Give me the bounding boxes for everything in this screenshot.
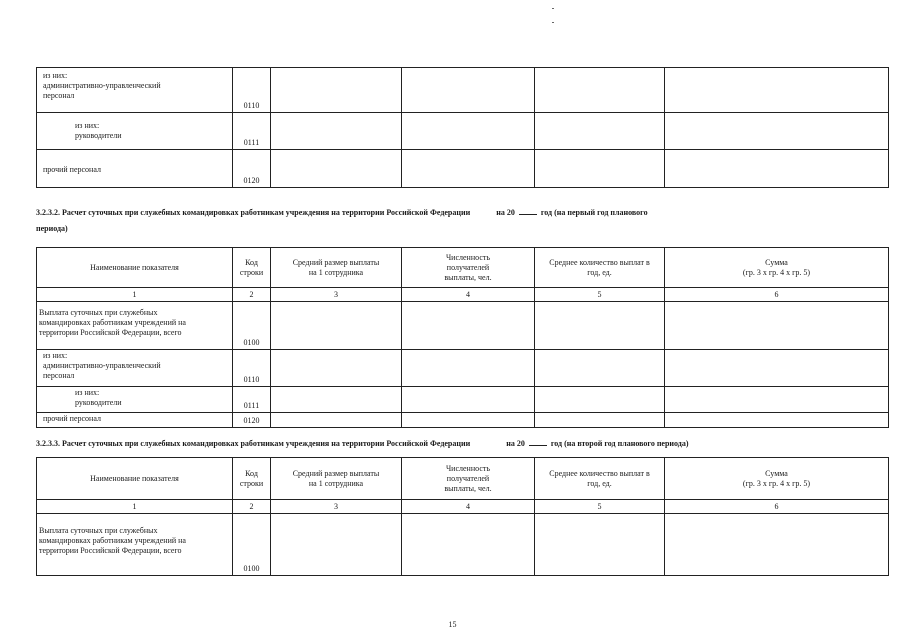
value-cell[interactable] (271, 387, 402, 413)
value-cell[interactable] (665, 68, 889, 113)
value-cell[interactable] (402, 350, 535, 387)
row-name-total: Выплата суточных при служебных командировках работникам учреждений на территории Российской Федерации, всего (37, 514, 233, 576)
year-blank[interactable] (519, 206, 537, 215)
table-row (37, 514, 889, 576)
value-cell[interactable] (665, 302, 889, 350)
header-recipients-count: Численность получателей выплаты, чел. (402, 458, 535, 500)
header-average-payments-per-year: Среднее количество выплат в год, ед. (535, 248, 665, 288)
column-number: 6 (665, 288, 889, 302)
value-cell[interactable] (271, 302, 402, 350)
table-row (37, 68, 889, 113)
row-code: 0111 (233, 387, 271, 413)
table-row (37, 350, 889, 387)
header-recipients-count: Численность получателей выплаты, чел. (402, 248, 535, 288)
value-cell[interactable] (665, 113, 889, 150)
column-number: 5 (535, 500, 665, 514)
section-title-3-2-3-2-line2: периода) (36, 224, 68, 233)
value-cell[interactable] (535, 350, 665, 387)
value-cell[interactable] (271, 413, 402, 428)
column-number: 6 (665, 500, 889, 514)
value-cell[interactable] (402, 514, 535, 576)
header-average-payment: Средний размер выплаты на 1 сотрудника (271, 458, 402, 500)
table-row (37, 413, 889, 428)
row-name-total: Выплата суточных при служебных командировках работникам учреждений на территории Российской Федерации, всего (37, 302, 233, 350)
value-cell[interactable] (665, 514, 889, 576)
column-number-row (37, 500, 889, 514)
column-number: 4 (402, 288, 535, 302)
section-title-text: 3.2.3.2. Расчет суточных при служебных командировках работникам учреждения на территории Российской Федерации (36, 208, 471, 217)
value-cell[interactable] (271, 68, 402, 113)
value-cell[interactable] (402, 302, 535, 350)
table-row (37, 150, 889, 188)
per-diem-table-first-planning-year (36, 247, 889, 428)
row-name-other-staff: прочий персонал (37, 413, 233, 428)
column-number: 3 (271, 500, 402, 514)
value-cell[interactable] (665, 350, 889, 387)
row-code: 0120 (233, 150, 271, 188)
column-number: 3 (271, 288, 402, 302)
value-cell[interactable] (271, 350, 402, 387)
section-year-prefix: на 20 (496, 208, 515, 217)
value-cell[interactable] (271, 113, 402, 150)
value-cell[interactable] (665, 150, 889, 188)
page-number: 15 (448, 620, 457, 629)
header-row-code: Код строки (233, 458, 271, 500)
value-cell[interactable] (402, 387, 535, 413)
top-table (36, 67, 889, 188)
section-year-suffix: год (на первый год планового (540, 208, 648, 217)
value-cell[interactable] (402, 68, 535, 113)
value-cell[interactable] (535, 413, 665, 428)
value-cell[interactable] (402, 113, 535, 150)
row-code: 0100 (233, 514, 271, 576)
row-code: 0100 (233, 302, 271, 350)
column-number: 4 (402, 500, 535, 514)
row-name-managers: из них: руководители (37, 387, 233, 413)
value-cell[interactable] (535, 302, 665, 350)
column-number: 2 (233, 288, 271, 302)
table-row (37, 387, 889, 413)
section-title-3-2-3-2 (36, 206, 648, 218)
row-code: 0110 (233, 350, 271, 387)
row-name-other-staff: прочий персонал (37, 150, 233, 188)
year-blank[interactable] (529, 437, 547, 446)
header-indicator-name: Наименование показателя (37, 458, 233, 500)
column-number: 2 (233, 500, 271, 514)
header-indicator-name: Наименование показателя (37, 248, 233, 288)
value-cell[interactable] (535, 514, 665, 576)
value-cell[interactable] (402, 413, 535, 428)
header-row-code: Код строки (233, 248, 271, 288)
section-title-3-2-3-3 (36, 437, 689, 449)
table-row (37, 113, 889, 150)
row-code: 0111 (233, 113, 271, 150)
header-row (37, 458, 889, 500)
table-row (37, 302, 889, 350)
section-year-prefix: на 20 (506, 439, 525, 448)
value-cell[interactable] (271, 514, 402, 576)
value-cell[interactable] (665, 387, 889, 413)
column-number: 1 (37, 500, 233, 514)
value-cell[interactable] (535, 150, 665, 188)
header-average-payments-per-year: Среднее количество выплат в год, ед. (535, 458, 665, 500)
header-average-payment: Средний размер выплаты на 1 сотрудника (271, 248, 402, 288)
scan-speck (552, 8, 554, 9)
row-name-admin-staff: из них: административно-управленческий персонал (37, 68, 233, 113)
value-cell[interactable] (271, 150, 402, 188)
value-cell[interactable] (402, 150, 535, 188)
section-year-suffix: год (на второй год планового периода) (550, 439, 689, 448)
header-sum: Сумма (гр. 3 x гр. 4 x гр. 5) (665, 458, 889, 500)
header-row (37, 248, 889, 288)
column-number: 1 (37, 288, 233, 302)
row-name-admin-staff: из них: административно-управленческий персонал (37, 350, 233, 387)
scan-speck (552, 22, 554, 23)
row-code: 0120 (233, 413, 271, 428)
column-number-row (37, 288, 889, 302)
row-code: 0110 (233, 68, 271, 113)
section-title-text: 3.2.3.3. Расчет суточных при служебных командировках работникам учреждения на территории Российской Федерации (36, 439, 471, 448)
value-cell[interactable] (665, 413, 889, 428)
row-name-managers: из них: руководители (37, 113, 233, 150)
value-cell[interactable] (535, 68, 665, 113)
per-diem-table-second-planning-year (36, 457, 889, 576)
column-number: 5 (535, 288, 665, 302)
value-cell[interactable] (535, 387, 665, 413)
header-sum: Сумма (гр. 3 x гр. 4 x гр. 5) (665, 248, 889, 288)
value-cell[interactable] (535, 113, 665, 150)
